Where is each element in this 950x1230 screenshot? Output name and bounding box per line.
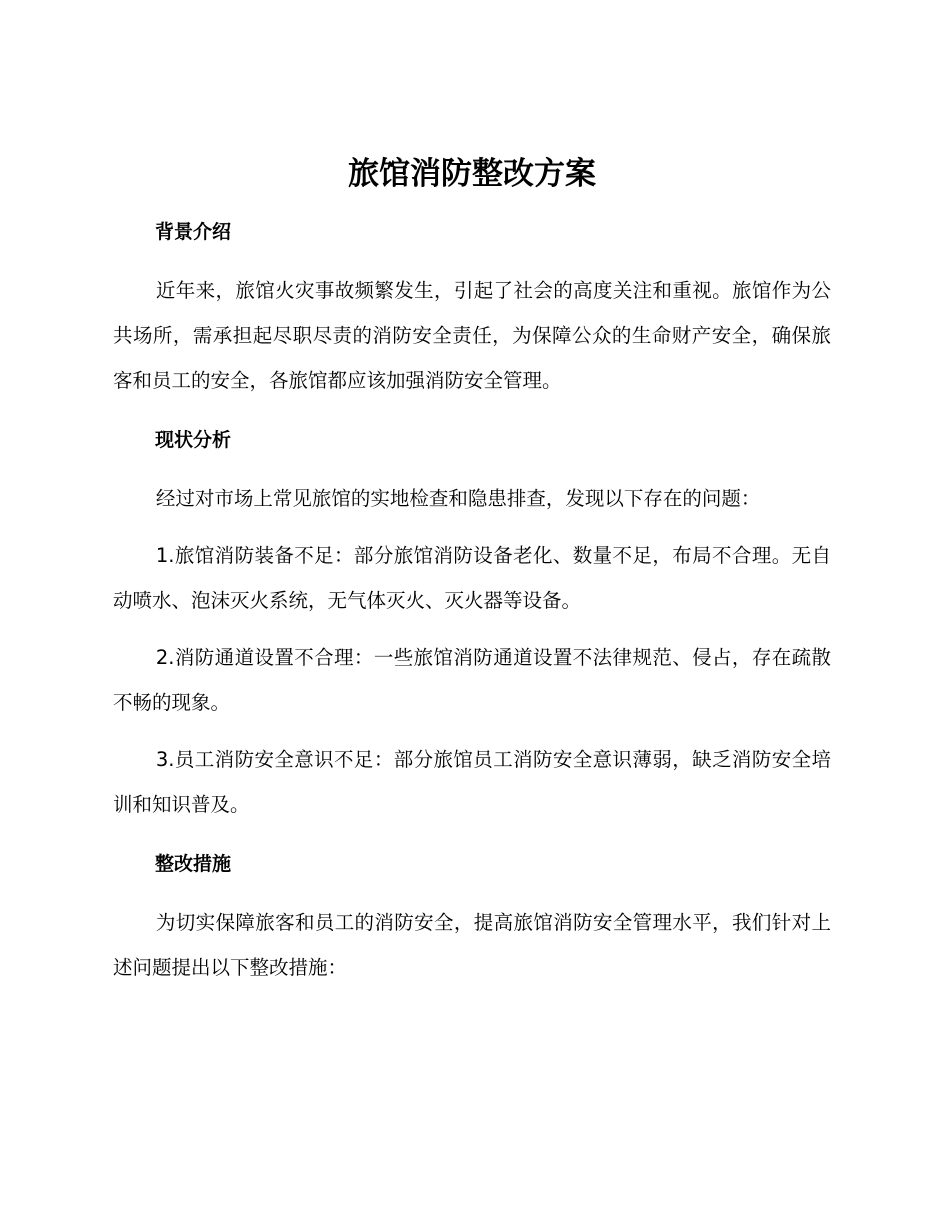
spacer — [113, 452, 831, 476]
spacer — [113, 244, 831, 268]
spacer — [113, 623, 831, 635]
section-heading-status-analysis: 现状分析 — [155, 429, 232, 451]
spacer — [113, 827, 831, 852]
spacer — [113, 876, 831, 900]
list-item-fire-passage: 2.消防通道设置不合理：一些旅馆消防通道设置不法律规范、侵占，存在疏散不畅的现象。 — [113, 646, 831, 714]
paragraph-background: 近年来，旅馆火灾事故频繁发生，引起了社会的高度关注和重视。旅馆作为公共场所，需承担起尽职尽责的消防安全责任，为保障公众的生命财产安全，确保旅客和员工的安全，各旅馆都应该加强消防安全管理。 — [113, 279, 831, 392]
list-item-staff-awareness: 3.员工消防安全意识不足：部分旅馆员工消防安全意识薄弱，缺乏消防安全培训和知识普及。 — [113, 748, 831, 816]
paragraph-status-intro: 经过对市场上常见旅馆的实地检查和隐患排查，发现以下存在的问题： — [155, 487, 761, 510]
paragraph-rectification-intro: 为切实保障旅客和员工的消防安全，提高旅馆消防安全管理水平，我们针对上述问题提出以下整改措施： — [113, 911, 831, 979]
list-item-equipment: 1.旅馆消防装备不足：部分旅馆消防设备老化、数量不足，布局不合理。无自动喷水、泡沫灭火系统，无气体灭火、灭火器等设备。 — [113, 544, 831, 612]
spacer — [113, 403, 831, 428]
spacer — [113, 725, 831, 737]
section-heading-rectification: 整改措施 — [155, 853, 232, 875]
document-title: 旅馆消防整改方案 — [348, 156, 596, 192]
spacer — [113, 521, 831, 533]
section-heading-background: 背景介绍 — [155, 221, 232, 243]
document-body — [113, 148, 831, 990]
